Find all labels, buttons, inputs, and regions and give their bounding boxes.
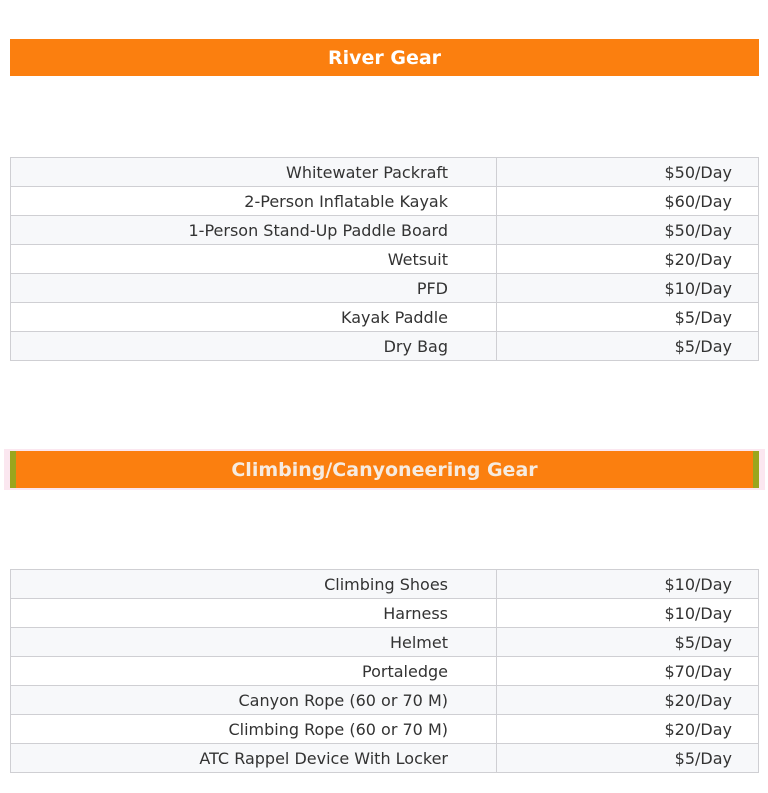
item-name: Dry Bag: [11, 332, 497, 361]
climbing-gear-title: Climbing/Canyoneering Gear: [231, 458, 538, 481]
river-gear-title: River Gear: [327, 46, 442, 69]
table-row: [11, 599, 759, 628]
item-price: $10/Day: [497, 599, 759, 628]
item-name: Whitewater Packraft: [11, 158, 497, 187]
item-name: PFD: [11, 274, 497, 303]
table-row: [11, 158, 759, 187]
item-name: Climbing Rope (60 or 70 M): [11, 715, 497, 744]
table-row: [11, 332, 759, 361]
table-row: [11, 187, 759, 216]
table-row: [11, 744, 759, 773]
item-name: 2-Person Inflatable Kayak: [11, 187, 497, 216]
item-price: $5/Day: [497, 303, 759, 332]
item-name: ATC Rappel Device With Locker: [11, 744, 497, 773]
table-row: [11, 628, 759, 657]
item-name: Kayak Paddle: [11, 303, 497, 332]
table-row: [11, 303, 759, 332]
table-row: [11, 715, 759, 744]
item-name: Helmet: [11, 628, 497, 657]
item-price: $5/Day: [497, 332, 759, 361]
item-price: $60/Day: [497, 187, 759, 216]
item-price: $10/Day: [497, 274, 759, 303]
table-row: [11, 570, 759, 599]
item-price: $10/Day: [497, 570, 759, 599]
item-price: $20/Day: [497, 245, 759, 274]
item-name: 1-Person Stand-Up Paddle Board: [11, 216, 497, 245]
item-name: Harness: [11, 599, 497, 628]
item-name: Portaledge: [11, 657, 497, 686]
table-row: [11, 245, 759, 274]
item-name: Wetsuit: [11, 245, 497, 274]
item-price: $5/Day: [497, 628, 759, 657]
table-row: [11, 657, 759, 686]
climbing-gear-banner: [10, 451, 759, 488]
item-price: $20/Day: [497, 715, 759, 744]
item-price: $50/Day: [497, 158, 759, 187]
table-row: [11, 216, 759, 245]
item-name: Canyon Rope (60 or 70 M): [11, 686, 497, 715]
item-price: $20/Day: [497, 686, 759, 715]
table-row: [11, 686, 759, 715]
item-name: Climbing Shoes: [11, 570, 497, 599]
item-price: $5/Day: [497, 744, 759, 773]
river-gear-table: [10, 157, 759, 361]
item-price: $50/Day: [497, 216, 759, 245]
item-price: $70/Day: [497, 657, 759, 686]
river-gear-banner: [10, 39, 759, 76]
climbing-gear-table: [10, 569, 759, 773]
table-row: [11, 274, 759, 303]
